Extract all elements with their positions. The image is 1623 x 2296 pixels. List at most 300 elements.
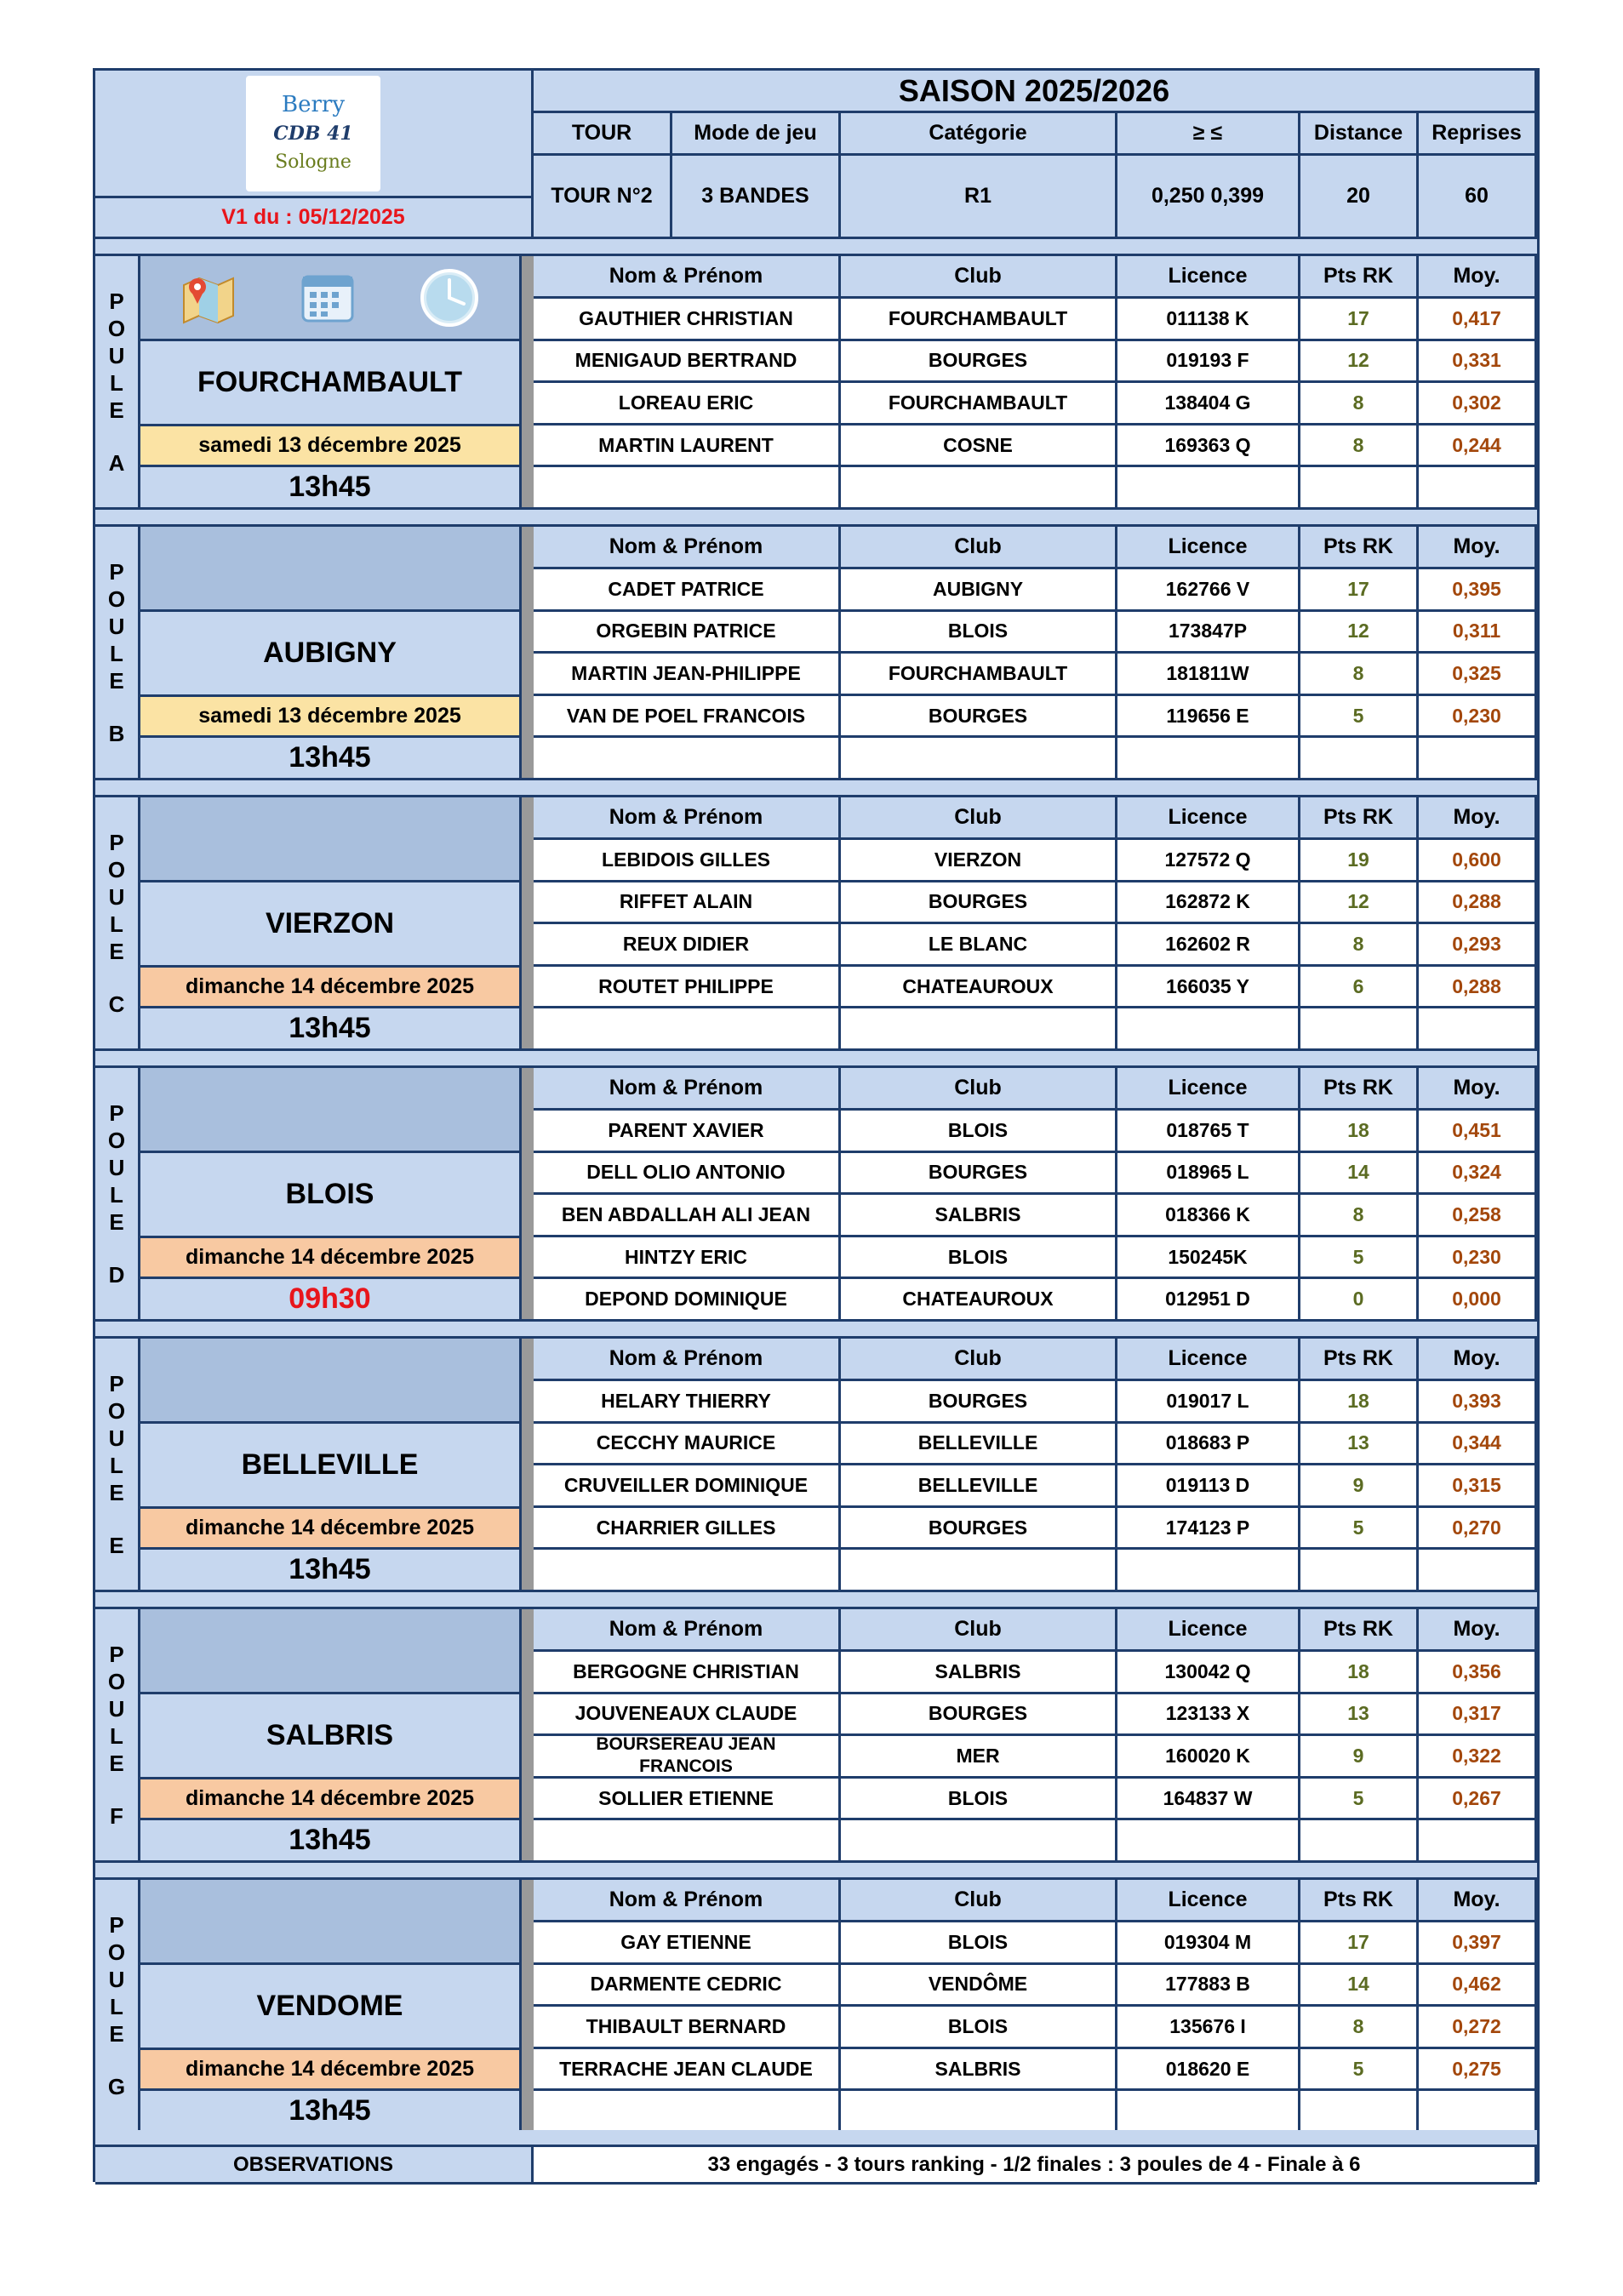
player-name: CHARRIER GILLES bbox=[534, 1508, 841, 1551]
player-name: PARENT XAVIER bbox=[534, 1111, 841, 1153]
column-header: Licence bbox=[1117, 1609, 1300, 1652]
player-club: SALBRIS bbox=[841, 1195, 1117, 1237]
poule-letter: U bbox=[108, 1695, 125, 1722]
location-banner bbox=[140, 256, 522, 341]
player-club: SALBRIS bbox=[841, 1652, 1117, 1694]
poule-letter: D bbox=[108, 1261, 125, 1288]
player-licence: 162602 R bbox=[1117, 924, 1300, 967]
column-header: Nom & Prénom bbox=[534, 1880, 841, 1922]
player-pts: 12 bbox=[1300, 341, 1419, 384]
empty-cell bbox=[841, 1820, 1117, 1863]
player-club: BLOIS bbox=[841, 1779, 1117, 1821]
empty-cell bbox=[1419, 2091, 1537, 2133]
player-licence: 177883 B bbox=[1117, 1965, 1300, 2008]
poule-letter: O bbox=[107, 856, 126, 882]
location-banner bbox=[140, 1880, 522, 1965]
poule-letter: P bbox=[109, 1641, 124, 1667]
player-name: MARTIN JEAN-PHILIPPE bbox=[534, 654, 841, 696]
player-name: DEPOND DOMINIQUE bbox=[534, 1279, 841, 1322]
player-licence: 018765 T bbox=[1117, 1111, 1300, 1153]
poule-letter: P bbox=[109, 1099, 124, 1126]
player-pts: 5 bbox=[1300, 1508, 1419, 1551]
separator bbox=[95, 1592, 1537, 1609]
player-moy: 0,322 bbox=[1419, 1736, 1537, 1779]
column-header: Club bbox=[841, 1609, 1117, 1652]
poule-letter: E bbox=[109, 397, 124, 423]
empty-cell bbox=[1419, 1550, 1537, 1592]
column-header: Nom & Prénom bbox=[534, 256, 841, 299]
player-licence: 150245K bbox=[1117, 1237, 1300, 1280]
player-club: BOURGES bbox=[841, 696, 1117, 739]
column-header: Pts RK bbox=[1300, 1068, 1419, 1111]
player-licence: 018366 K bbox=[1117, 1195, 1300, 1237]
empty-cell bbox=[1419, 467, 1537, 510]
player-name: ROUTET PHILIPPE bbox=[534, 967, 841, 1009]
player-moy: 0,395 bbox=[1419, 569, 1537, 612]
player-name: GAUTHIER CHRISTIAN bbox=[534, 299, 841, 341]
header-distance: Distance bbox=[1300, 113, 1419, 156]
poule-letter: U bbox=[108, 342, 125, 368]
player-name: BERGOGNE CHRISTIAN bbox=[534, 1652, 841, 1694]
player-club: BOURGES bbox=[841, 1381, 1117, 1424]
column-header: Nom & Prénom bbox=[534, 1068, 841, 1111]
empty-cell bbox=[1300, 738, 1419, 780]
player-club: BLOIS bbox=[841, 612, 1117, 654]
player-pts: 0 bbox=[1300, 1279, 1419, 1322]
column-header: Club bbox=[841, 1880, 1117, 1922]
player-club: LE BLANC bbox=[841, 924, 1117, 967]
player-name: CADET PATRICE bbox=[534, 569, 841, 612]
poule-date: dimanche 14 décembre 2025 bbox=[140, 968, 522, 1008]
empty-cell bbox=[1300, 1550, 1419, 1592]
player-pts: 8 bbox=[1300, 1195, 1419, 1237]
column-header: Moy. bbox=[1419, 256, 1537, 299]
column-header: Licence bbox=[1117, 1339, 1300, 1381]
player-moy: 0,397 bbox=[1419, 1922, 1537, 1965]
player-club: BOURGES bbox=[841, 1508, 1117, 1551]
poule-letter: P bbox=[109, 829, 124, 855]
column-header: Club bbox=[841, 797, 1117, 840]
empty-cell bbox=[1117, 1008, 1300, 1051]
player-licence: 174123 P bbox=[1117, 1508, 1300, 1551]
player-moy: 0,272 bbox=[1419, 2007, 1537, 2049]
player-moy: 0,288 bbox=[1419, 882, 1537, 925]
player-licence: 135676 I bbox=[1117, 2007, 1300, 2049]
logo-cdb-text: CDB 41 bbox=[273, 122, 353, 145]
empty-cell bbox=[1419, 1820, 1537, 1863]
poule-time: 13h45 bbox=[140, 1550, 522, 1592]
poule-letter: E bbox=[109, 1750, 124, 1776]
player-name: MENIGAUD BERTRAND bbox=[534, 341, 841, 384]
separator bbox=[95, 780, 1537, 797]
poule-time: 13h45 bbox=[140, 1008, 522, 1051]
column-header: Moy. bbox=[1419, 1609, 1537, 1652]
player-name: HELARY THIERRY bbox=[534, 1381, 841, 1424]
column-header: Moy. bbox=[1419, 797, 1537, 840]
player-licence: 127572 Q bbox=[1117, 840, 1300, 882]
icon-row bbox=[140, 256, 519, 339]
poule-letter: L bbox=[110, 1452, 123, 1478]
empty-cell bbox=[1300, 1820, 1419, 1863]
empty-cell bbox=[534, 467, 841, 510]
player-moy: 0,331 bbox=[1419, 341, 1537, 384]
column-header: Pts RK bbox=[1300, 256, 1419, 299]
player-club: BOURGES bbox=[841, 1153, 1117, 1196]
player-licence: 018683 P bbox=[1117, 1424, 1300, 1466]
player-pts: 18 bbox=[1300, 1652, 1419, 1694]
player-pts: 8 bbox=[1300, 383, 1419, 426]
player-moy: 0,356 bbox=[1419, 1652, 1537, 1694]
empty-cell bbox=[1117, 467, 1300, 510]
player-pts: 5 bbox=[1300, 1237, 1419, 1280]
player-name: SOLLIER ETIENNE bbox=[534, 1779, 841, 1821]
poule-letter-column bbox=[95, 1880, 140, 2133]
column-header: Nom & Prénom bbox=[534, 797, 841, 840]
player-name: MARTIN LAURENT bbox=[534, 426, 841, 468]
poule-time: 13h45 bbox=[140, 467, 522, 510]
player-name: ORGEBIN PATRICE bbox=[534, 612, 841, 654]
calendar-icon bbox=[298, 268, 357, 328]
player-pts: 17 bbox=[1300, 1922, 1419, 1965]
divider-bar bbox=[522, 1339, 534, 1592]
poule-date: dimanche 14 décembre 2025 bbox=[140, 2050, 522, 2091]
player-licence: 164837 W bbox=[1117, 1779, 1300, 1821]
player-club: AUBIGNY bbox=[841, 569, 1117, 612]
player-name: LEBIDOIS GILLES bbox=[534, 840, 841, 882]
player-licence: 160020 K bbox=[1117, 1736, 1300, 1779]
poule-time: 13h45 bbox=[140, 1820, 522, 1863]
poule-letter: L bbox=[110, 1722, 123, 1749]
poule-letter-column bbox=[95, 797, 140, 1051]
player-moy: 0,293 bbox=[1419, 924, 1537, 967]
separator bbox=[95, 1322, 1537, 1339]
player-club: BLOIS bbox=[841, 1237, 1117, 1280]
poule-letter: U bbox=[108, 613, 125, 639]
logo-cell bbox=[95, 71, 534, 198]
column-header: Licence bbox=[1117, 1068, 1300, 1111]
season-title: SAISON 2025/2026 bbox=[534, 71, 1537, 113]
player-club: VIERZON bbox=[841, 840, 1117, 882]
column-header: Pts RK bbox=[1300, 797, 1419, 840]
column-header: Nom & Prénom bbox=[534, 1339, 841, 1381]
player-pts: 8 bbox=[1300, 654, 1419, 696]
player-name: CECCHY MAURICE bbox=[534, 1424, 841, 1466]
divider-bar bbox=[522, 797, 534, 1051]
player-club: FOURCHAMBAULT bbox=[841, 383, 1117, 426]
venue-city: VENDOME bbox=[140, 1965, 522, 2050]
poule-letter: U bbox=[108, 1425, 125, 1451]
player-club: BLOIS bbox=[841, 2007, 1117, 2049]
player-club: BLOIS bbox=[841, 1111, 1117, 1153]
player-pts: 18 bbox=[1300, 1381, 1419, 1424]
player-pts: 12 bbox=[1300, 882, 1419, 925]
poule-letter: O bbox=[107, 315, 126, 341]
player-pts: 13 bbox=[1300, 1694, 1419, 1737]
player-licence: 019113 D bbox=[1117, 1465, 1300, 1508]
poule-date: samedi 13 décembre 2025 bbox=[140, 697, 522, 738]
player-pts: 19 bbox=[1300, 840, 1419, 882]
header-reprises: Reprises bbox=[1419, 113, 1537, 156]
header-categorie: Catégorie bbox=[841, 113, 1117, 156]
poule-letter: E bbox=[109, 667, 124, 694]
poule-time: 13h45 bbox=[140, 738, 522, 780]
column-header: Club bbox=[841, 1068, 1117, 1111]
player-licence: 012951 D bbox=[1117, 1279, 1300, 1322]
player-licence: 166035 Y bbox=[1117, 967, 1300, 1009]
location-banner bbox=[140, 1609, 522, 1694]
column-header: Pts RK bbox=[1300, 527, 1419, 569]
player-club: SALBRIS bbox=[841, 2049, 1117, 2092]
player-name: BEN ABDALLAH ALI JEAN bbox=[534, 1195, 841, 1237]
value-reprises: 60 bbox=[1419, 156, 1537, 239]
separator bbox=[95, 510, 1537, 527]
poule-date: dimanche 14 décembre 2025 bbox=[140, 1509, 522, 1550]
poule-letter: F bbox=[110, 1802, 123, 1829]
player-name: THIBAULT BERNARD bbox=[534, 2007, 841, 2049]
column-header: Licence bbox=[1117, 1880, 1300, 1922]
poule-date: dimanche 14 décembre 2025 bbox=[140, 1779, 522, 1820]
player-club: FOURCHAMBAULT bbox=[841, 299, 1117, 341]
player-pts: 5 bbox=[1300, 696, 1419, 739]
player-club: VENDÔME bbox=[841, 1965, 1117, 2008]
column-header: Nom & Prénom bbox=[534, 1609, 841, 1652]
divider-bar bbox=[522, 1068, 534, 1322]
column-header: Club bbox=[841, 527, 1117, 569]
poule-letter-column bbox=[95, 1609, 140, 1863]
player-pts: 18 bbox=[1300, 1111, 1419, 1153]
player-moy: 0,311 bbox=[1419, 612, 1537, 654]
empty-cell bbox=[1300, 467, 1419, 510]
player-moy: 0,275 bbox=[1419, 2049, 1537, 2092]
player-name: LOREAU ERIC bbox=[534, 383, 841, 426]
player-moy: 0,000 bbox=[1419, 1279, 1537, 1322]
player-club: MER bbox=[841, 1736, 1117, 1779]
player-pts: 14 bbox=[1300, 1965, 1419, 2008]
poule-letter: A bbox=[108, 449, 125, 476]
poule-letter: E bbox=[109, 1479, 124, 1505]
player-moy: 0,244 bbox=[1419, 426, 1537, 468]
poule-date: samedi 13 décembre 2025 bbox=[140, 426, 522, 467]
map-icon bbox=[179, 268, 238, 328]
player-club: BOURGES bbox=[841, 1694, 1117, 1737]
empty-cell bbox=[1117, 1550, 1300, 1592]
header-mode: Mode de jeu bbox=[672, 113, 841, 156]
player-name: HINTZY ERIC bbox=[534, 1237, 841, 1280]
player-pts: 17 bbox=[1300, 299, 1419, 341]
separator bbox=[95, 2130, 1537, 2147]
player-club: CHATEAUROUX bbox=[841, 1279, 1117, 1322]
logo-berry-text: Berry bbox=[281, 91, 346, 117]
player-licence: 162766 V bbox=[1117, 569, 1300, 612]
player-club: COSNE bbox=[841, 426, 1117, 468]
divider-bar bbox=[522, 256, 534, 510]
poule-letter-column bbox=[95, 527, 140, 780]
divider-bar bbox=[522, 527, 534, 780]
column-header: Licence bbox=[1117, 527, 1300, 569]
column-header: Club bbox=[841, 256, 1117, 299]
player-pts: 9 bbox=[1300, 1736, 1419, 1779]
player-moy: 0,325 bbox=[1419, 654, 1537, 696]
player-moy: 0,315 bbox=[1419, 1465, 1537, 1508]
empty-cell bbox=[534, 738, 841, 780]
player-licence: 018620 E bbox=[1117, 2049, 1300, 2092]
poule-letter: L bbox=[110, 369, 123, 396]
poule-letter: U bbox=[108, 883, 125, 910]
column-header: Moy. bbox=[1419, 1880, 1537, 1922]
player-moy: 0,267 bbox=[1419, 1779, 1537, 1821]
poule-letter: L bbox=[110, 640, 123, 666]
poule-letter: E bbox=[109, 1208, 124, 1235]
poule-letter: O bbox=[107, 1397, 126, 1424]
player-club: BOURGES bbox=[841, 882, 1117, 925]
player-licence: 181811W bbox=[1117, 654, 1300, 696]
divider-bar bbox=[522, 1609, 534, 1863]
empty-cell bbox=[534, 1550, 841, 1592]
player-licence: 019017 L bbox=[1117, 1381, 1300, 1424]
value-range: 0,250 0,399 bbox=[1117, 156, 1300, 239]
empty-cell bbox=[534, 1820, 841, 1863]
empty-cell bbox=[1419, 1008, 1537, 1051]
empty-cell bbox=[1300, 2091, 1419, 2133]
player-licence: 173847P bbox=[1117, 612, 1300, 654]
player-licence: 130042 Q bbox=[1117, 1652, 1300, 1694]
location-banner bbox=[140, 1339, 522, 1424]
poule-letter: P bbox=[109, 288, 124, 314]
header-tour: TOUR bbox=[534, 113, 672, 156]
venue-city: VIERZON bbox=[140, 882, 522, 968]
player-name: VAN DE POEL FRANCOIS bbox=[534, 696, 841, 739]
column-header: Club bbox=[841, 1339, 1117, 1381]
poule-letter: C bbox=[108, 991, 125, 1017]
header-range: ≥ ≤ bbox=[1117, 113, 1300, 156]
player-pts: 8 bbox=[1300, 2007, 1419, 2049]
observations-text: 33 engagés - 3 tours ranking - 1/2 finales : 3 poules de 4 - Finale à 6 bbox=[534, 2147, 1537, 2185]
clock-icon bbox=[418, 266, 481, 329]
column-header: Pts RK bbox=[1300, 1609, 1419, 1652]
player-pts: 13 bbox=[1300, 1424, 1419, 1466]
poule-letter-column bbox=[95, 1068, 140, 1322]
separator bbox=[95, 1863, 1537, 1880]
divider-bar bbox=[522, 1880, 534, 2133]
poule-letter: O bbox=[107, 585, 126, 612]
location-banner bbox=[140, 797, 522, 882]
player-name: JOUVENEAUX CLAUDE bbox=[534, 1694, 841, 1737]
player-club: CHATEAUROUX bbox=[841, 967, 1117, 1009]
player-licence: 011138 K bbox=[1117, 299, 1300, 341]
empty-cell bbox=[841, 467, 1117, 510]
empty-cell bbox=[1117, 2091, 1300, 2133]
player-name: GAY ETIENNE bbox=[534, 1922, 841, 1965]
empty-cell bbox=[1419, 738, 1537, 780]
venue-city: AUBIGNY bbox=[140, 612, 522, 697]
player-licence: 019304 M bbox=[1117, 1922, 1300, 1965]
poule-letter: L bbox=[110, 1181, 123, 1208]
empty-cell bbox=[534, 1008, 841, 1051]
player-club: FOURCHAMBAULT bbox=[841, 654, 1117, 696]
observations-label: OBSERVATIONS bbox=[95, 2147, 534, 2185]
player-name: REUX DIDIER bbox=[534, 924, 841, 967]
player-moy: 0,302 bbox=[1419, 383, 1537, 426]
venue-city: BLOIS bbox=[140, 1153, 522, 1238]
player-moy: 0,317 bbox=[1419, 1694, 1537, 1737]
poule-letter: L bbox=[110, 1993, 123, 2019]
version-label: V1 du : 05/12/2025 bbox=[95, 198, 534, 239]
player-licence: 169363 Q bbox=[1117, 426, 1300, 468]
column-header: Moy. bbox=[1419, 1339, 1537, 1381]
player-pts: 17 bbox=[1300, 569, 1419, 612]
empty-cell bbox=[1117, 738, 1300, 780]
player-moy: 0,600 bbox=[1419, 840, 1537, 882]
poule-time: 13h45 bbox=[140, 2091, 522, 2133]
player-moy: 0,462 bbox=[1419, 1965, 1537, 2008]
logo-sologne-text: Sologne bbox=[275, 151, 351, 173]
value-tour: TOUR N°2 bbox=[534, 156, 672, 239]
player-licence: 162872 K bbox=[1117, 882, 1300, 925]
player-name: CRUVEILLER DOMINIQUE bbox=[534, 1465, 841, 1508]
column-header: Pts RK bbox=[1300, 1339, 1419, 1381]
poule-letter: E bbox=[109, 2020, 124, 2047]
player-moy: 0,230 bbox=[1419, 1237, 1537, 1280]
location-banner bbox=[140, 1068, 522, 1153]
poule-date: dimanche 14 décembre 2025 bbox=[140, 1238, 522, 1279]
poule-letter: L bbox=[110, 911, 123, 937]
player-licence: 119656 E bbox=[1117, 696, 1300, 739]
column-header: Licence bbox=[1117, 256, 1300, 299]
player-pts: 14 bbox=[1300, 1153, 1419, 1196]
poule-letter: P bbox=[109, 1911, 124, 1938]
column-header: Moy. bbox=[1419, 527, 1537, 569]
venue-city: FOURCHAMBAULT bbox=[140, 341, 522, 426]
player-pts: 8 bbox=[1300, 426, 1419, 468]
player-licence: 138404 G bbox=[1117, 383, 1300, 426]
poule-letter: P bbox=[109, 1370, 124, 1396]
player-pts: 6 bbox=[1300, 967, 1419, 1009]
value-categorie: R1 bbox=[841, 156, 1117, 239]
player-pts: 8 bbox=[1300, 924, 1419, 967]
poule-letter: G bbox=[107, 2073, 126, 2099]
player-moy: 0,393 bbox=[1419, 1381, 1537, 1424]
schedule-sheet bbox=[93, 68, 1540, 2182]
empty-cell bbox=[1117, 1820, 1300, 1863]
player-moy: 0,451 bbox=[1419, 1111, 1537, 1153]
venue-city: BELLEVILLE bbox=[140, 1424, 522, 1509]
poule-letter: U bbox=[108, 1154, 125, 1180]
poule-letter: U bbox=[108, 1966, 125, 1992]
player-name: DELL OLIO ANTONIO bbox=[534, 1153, 841, 1196]
player-name: RIFFET ALAIN bbox=[534, 882, 841, 925]
player-licence: 019193 F bbox=[1117, 341, 1300, 384]
empty-cell bbox=[1300, 1008, 1419, 1051]
column-header: Moy. bbox=[1419, 1068, 1537, 1111]
poule-letter: O bbox=[107, 1939, 126, 1965]
player-moy: 0,270 bbox=[1419, 1508, 1537, 1551]
poule-letter: P bbox=[109, 558, 124, 585]
poule-letter: E bbox=[109, 938, 124, 964]
empty-cell bbox=[841, 1008, 1117, 1051]
player-licence: 018965 L bbox=[1117, 1153, 1300, 1196]
separator bbox=[95, 239, 1537, 256]
poule-letter-column bbox=[95, 1339, 140, 1592]
poule-letter: O bbox=[107, 1668, 126, 1694]
player-moy: 0,230 bbox=[1419, 696, 1537, 739]
empty-cell bbox=[841, 1550, 1117, 1592]
column-header: Pts RK bbox=[1300, 1880, 1419, 1922]
player-moy: 0,344 bbox=[1419, 1424, 1537, 1466]
player-pts: 5 bbox=[1300, 2049, 1419, 2092]
poule-letter: E bbox=[109, 1532, 124, 1558]
empty-cell bbox=[534, 2091, 841, 2133]
player-club: BLOIS bbox=[841, 1922, 1117, 1965]
